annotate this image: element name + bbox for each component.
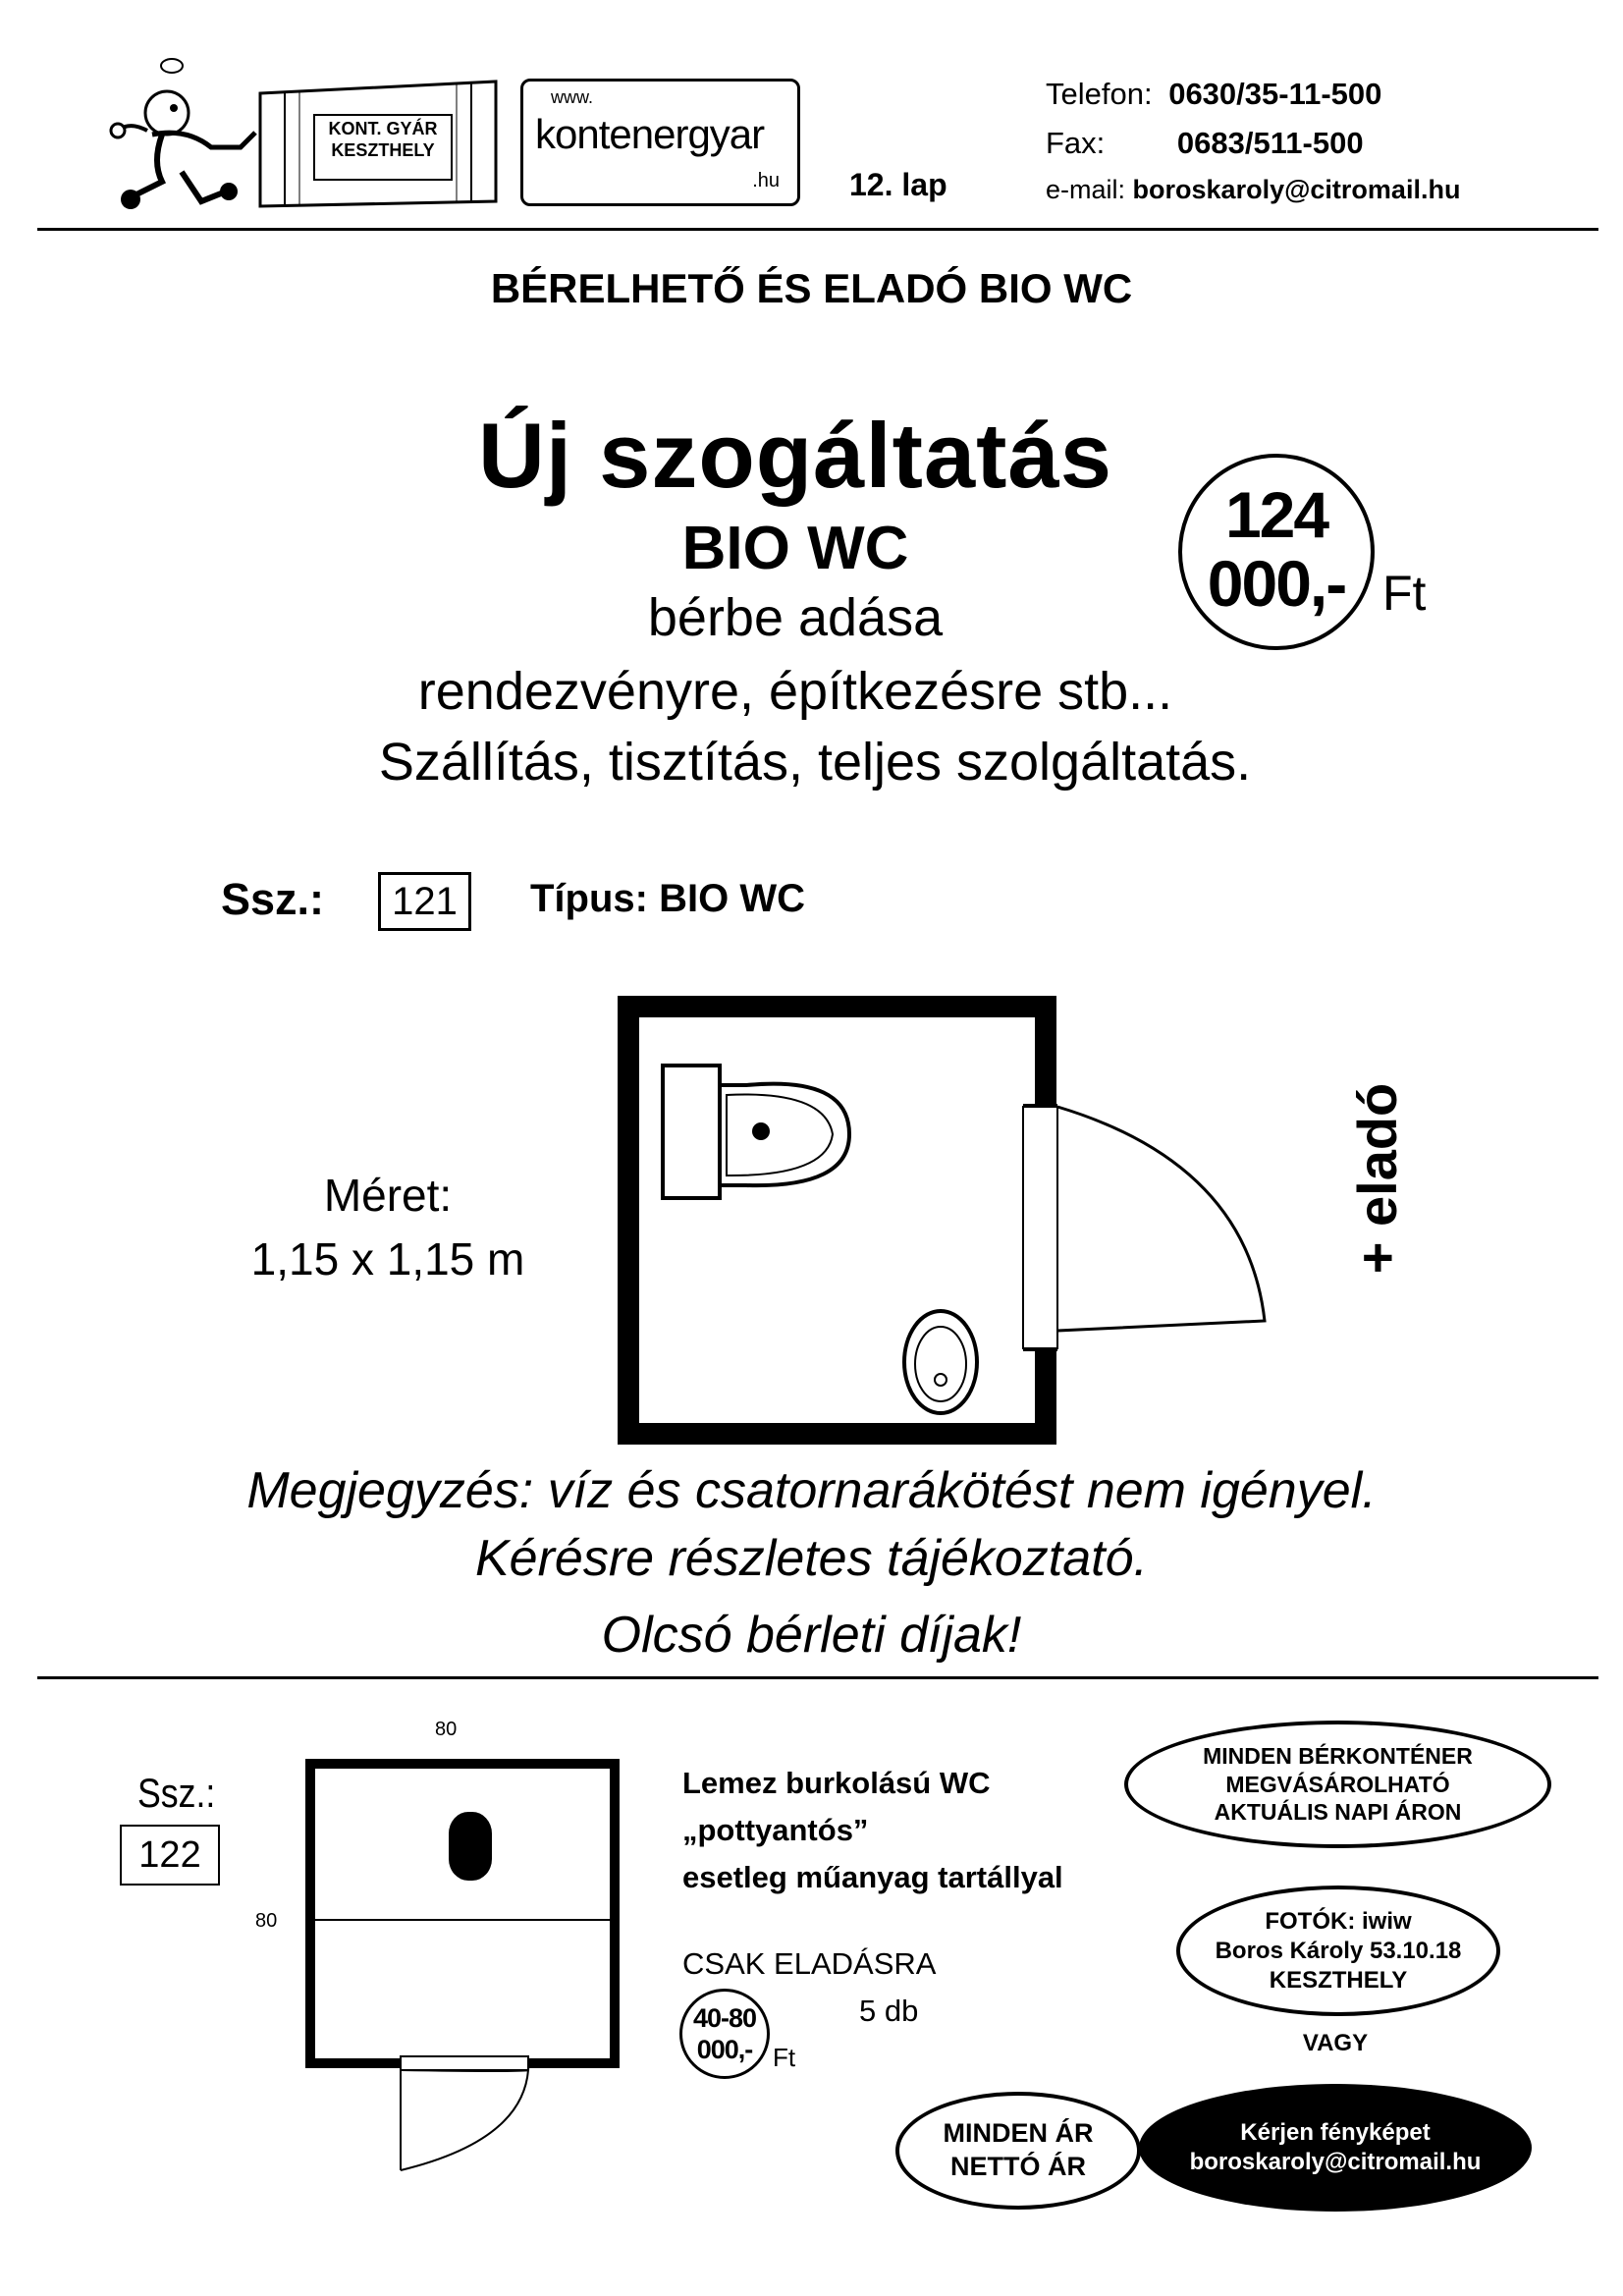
rent-purchase-badge (1124, 1721, 1551, 1848)
company-logo (93, 54, 506, 221)
phone-number: 0630/35-11-500 (1168, 77, 1382, 111)
photos-badge-line2: Boros Károly 53.10.18 (1215, 1937, 1462, 1964)
section-divider (37, 1676, 1598, 1679)
serial2-label: Ssz.: (137, 1770, 216, 1816)
rent-badge-line2: MEGVÁSÁROLHATÓ (1225, 1771, 1450, 1797)
headline-usage: rendezvényre, építkezésre stb... (417, 662, 1173, 721)
phone-label: Telefon: (1046, 77, 1153, 111)
product2-line3: esetleg műanyag tartállyal (682, 1860, 1063, 1894)
or-label: VAGY (1302, 2030, 1369, 2056)
note-prices: Olcsó bérleti díjak! (601, 1607, 1022, 1664)
price2-amount-top: 40-80 (692, 2003, 757, 2033)
for-sale-vertical: + eladó (1346, 1082, 1408, 1275)
size-label: Méret: (323, 1170, 453, 1221)
fax-number: 0683/511-500 (1176, 126, 1364, 160)
section-title: BÉRELHETŐ ÉS ELADÓ BIO WC (490, 265, 1133, 311)
headline-services: Szállítás, tisztítás, teljes szolgáltatás. (378, 733, 1252, 792)
header-divider (37, 228, 1598, 231)
photo-request-email[interactable]: boroskaroly@citromail.hu (1189, 2149, 1482, 2175)
bio-wc-floor-plan (619, 997, 1286, 1449)
sheet-wc-floor-plan (304, 1758, 628, 2170)
sale-only-label: CSAK ELADÁSRA (682, 1946, 937, 1981)
serial2-number-box (120, 1825, 220, 1886)
headline: Új szogáltatás (477, 404, 1113, 507)
quantity-label: 5 db (859, 1994, 919, 2028)
serial-number-box (378, 872, 471, 931)
fax-label: Fax: (1046, 126, 1106, 160)
email-address[interactable]: boroskaroly@citromail.hu (1132, 175, 1461, 204)
email-label: e-mail: (1046, 175, 1126, 204)
rent-badge-line1: MINDEN BÉRKONTÉNER (1203, 1742, 1473, 1769)
product2-description (682, 1760, 1063, 1901)
price2-amount-bottom: 000,- (696, 2035, 753, 2064)
website-tld: .hu (752, 170, 780, 191)
price-currency: Ft (1382, 566, 1427, 621)
price-amount-top: 124 (1224, 478, 1328, 551)
photo-request-line1: Kérjen fényképet (1240, 2119, 1431, 2146)
note-info: Kérésre részletes tájékoztató. (475, 1530, 1148, 1587)
photos-badge-line1: FOTÓK: iwiw (1265, 1907, 1412, 1935)
price2-currency: Ft (773, 2043, 796, 2072)
website-box (520, 79, 800, 206)
net-price-badge (895, 2092, 1141, 2210)
serial-label: Ssz.: (221, 874, 325, 924)
product2-line2: „pottyantós” (682, 1813, 869, 1847)
price2-circle (679, 1989, 770, 2079)
photos-badge (1176, 1886, 1500, 2016)
product2-line1: Lemez burkolású WC (682, 1766, 991, 1800)
photos-badge-line3: KESZTHELY (1269, 1966, 1408, 1994)
dimension-top: 80 (435, 1719, 458, 1740)
serial2-number: 122 (138, 1833, 201, 1876)
dimension-left: 80 (255, 1910, 278, 1932)
net-badge-line2: NETTÓ ÁR (950, 2152, 1086, 2181)
headline-rental: bérbe adása (647, 588, 944, 647)
note-requirements: Megjegyzés: víz és csatornarákötést nem igényel. (246, 1462, 1377, 1519)
logo-sign-text: KONT. GYÁR KESZTHELY (328, 119, 438, 160)
page-number: 12. lap (849, 167, 947, 202)
serial-number: 121 (392, 879, 458, 923)
price-amount-bottom: 000,- (1207, 547, 1346, 620)
size-value: 1,15 x 1,15 m (250, 1233, 525, 1285)
website-www: www. (551, 87, 594, 107)
rent-badge-line3: AKTUÁLIS NAPI ÁRON (1214, 1799, 1462, 1826)
net-badge-line1: MINDEN ÁR (943, 2118, 1094, 2149)
photo-request-badge[interactable] (1139, 2084, 1532, 2212)
price-circle (1178, 454, 1375, 650)
headline-product: BIO WC (681, 515, 909, 582)
website-domain: kontenergyar (535, 111, 765, 157)
type-label: Típus: BIO WC (530, 877, 805, 920)
